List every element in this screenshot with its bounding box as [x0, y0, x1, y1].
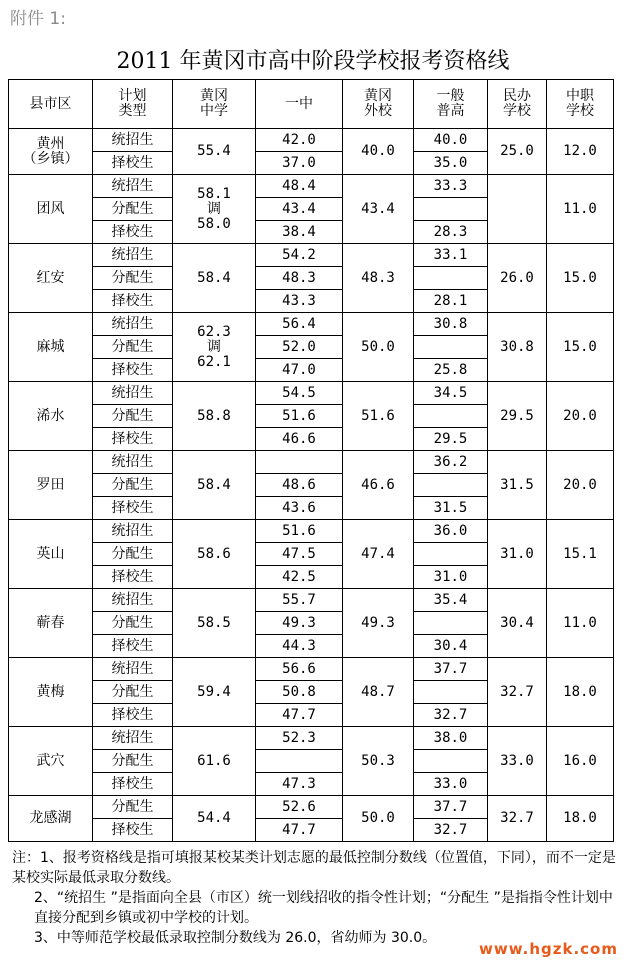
- table-row: [9, 589, 614, 612]
- private-cell: 31.5: [488, 451, 547, 520]
- plan-type-cell: 择校生: [93, 635, 173, 658]
- general-cell: [414, 267, 488, 290]
- yizhong-cell: 52.6: [256, 796, 343, 819]
- header-general: 一般 普高: [414, 80, 488, 129]
- table-row: [9, 727, 614, 750]
- general-cell: 33.0: [414, 773, 488, 796]
- general-cell: [414, 198, 488, 221]
- private-cell: 26.0: [488, 244, 547, 313]
- plan-type-cell: 统招生: [93, 727, 173, 750]
- plan-type-cell: 统招生: [93, 129, 173, 152]
- general-cell: 31.5: [414, 497, 488, 520]
- vocational-cell: 15.1: [547, 520, 614, 589]
- table-row: [9, 658, 614, 681]
- table-row: [9, 175, 614, 198]
- hg-foreign-cell: 51.6: [343, 382, 414, 451]
- admission-score-table: [8, 79, 614, 842]
- private-cell: 32.7: [488, 658, 547, 727]
- general-cell: 29.5: [414, 428, 488, 451]
- page-title: 2011 年黄冈市高中阶段学校报考资格线: [116, 49, 510, 74]
- yizhong-cell: 37.0: [256, 152, 343, 175]
- hg-foreign-cell: 47.4: [343, 520, 414, 589]
- private-cell: 30.8: [488, 313, 547, 382]
- table-row: [9, 313, 614, 336]
- plan-type-cell: 择校生: [93, 819, 173, 842]
- yizhong-cell: 52.0: [256, 336, 343, 359]
- hg-middle-cell: 59.4: [173, 658, 256, 727]
- vocational-cell: 15.0: [547, 313, 614, 382]
- plan-type-cell: 择校生: [93, 221, 173, 244]
- general-cell: 25.8: [414, 359, 488, 382]
- vocational-cell: 11.0: [547, 589, 614, 658]
- yizhong-cell: 47.3: [256, 773, 343, 796]
- general-cell: 28.3: [414, 221, 488, 244]
- hg-foreign-cell: 49.3: [343, 589, 414, 658]
- watermark: www.hgzk.com: [479, 940, 618, 958]
- county-cell: 黄梅: [9, 658, 93, 727]
- private-cell: 31.0: [488, 520, 547, 589]
- county-cell: 浠水: [9, 382, 93, 451]
- general-cell: 31.0: [414, 566, 488, 589]
- general-cell: 35.4: [414, 589, 488, 612]
- hg-middle-cell: 58.1 调 58.0: [173, 175, 256, 244]
- county-cell: 麻城: [9, 313, 93, 382]
- hg-foreign-cell: 46.6: [343, 451, 414, 520]
- general-cell: [414, 543, 488, 566]
- county-cell: 黄州 （乡镇）: [9, 129, 93, 175]
- note-3: 3、中等师范学校最低录取控制分数线为 26.0，省幼师为 30.0。: [34, 930, 437, 946]
- plan-type-cell: 分配生: [93, 681, 173, 704]
- yizhong-cell: 54.5: [256, 382, 343, 405]
- private-cell: 25.0: [488, 129, 547, 175]
- plan-type-cell: 统招生: [93, 520, 173, 543]
- general-cell: [414, 750, 488, 773]
- hg-foreign-cell: 48.7: [343, 658, 414, 727]
- plan-type-cell: 分配生: [93, 474, 173, 497]
- vocational-cell: 12.0: [547, 129, 614, 175]
- county-cell: 红安: [9, 244, 93, 313]
- yizhong-cell: 42.5: [256, 566, 343, 589]
- private-cell: [488, 175, 547, 244]
- plan-type-cell: 择校生: [93, 566, 173, 589]
- yizhong-cell: 43.3: [256, 290, 343, 313]
- table-row: [9, 520, 614, 543]
- yizhong-cell: 55.7: [256, 589, 343, 612]
- yizhong-cell: 42.0: [256, 129, 343, 152]
- plan-type-cell: 分配生: [93, 612, 173, 635]
- yizhong-cell: 47.5: [256, 543, 343, 566]
- hg-foreign-cell: 48.3: [343, 244, 414, 313]
- header-private: 民办 学校: [488, 80, 547, 129]
- county-cell: 武穴: [9, 727, 93, 796]
- header-hg-middle: 黄冈 中学: [173, 80, 256, 129]
- plan-type-cell: 分配生: [93, 267, 173, 290]
- yizhong-cell: 43.6: [256, 497, 343, 520]
- general-cell: 36.2: [414, 451, 488, 474]
- plan-type-cell: 统招生: [93, 658, 173, 681]
- general-cell: 32.7: [414, 819, 488, 842]
- yizhong-cell: 52.3: [256, 727, 343, 750]
- yizhong-cell: 43.4: [256, 198, 343, 221]
- vocational-cell: 20.0: [547, 382, 614, 451]
- general-cell: 32.7: [414, 704, 488, 727]
- yizhong-cell: 51.6: [256, 520, 343, 543]
- notes: [12, 848, 618, 948]
- yizhong-cell: [256, 451, 343, 474]
- hg-middle-cell: 61.6: [173, 727, 256, 796]
- general-cell: [414, 681, 488, 704]
- general-cell: 34.5: [414, 382, 488, 405]
- table-row: [9, 129, 614, 152]
- plan-type-cell: 统招生: [93, 313, 173, 336]
- hg-foreign-cell: 43.4: [343, 175, 414, 244]
- county-cell: 蕲春: [9, 589, 93, 658]
- plan-type-cell: 分配生: [93, 405, 173, 428]
- yizhong-cell: 46.6: [256, 428, 343, 451]
- plan-type-cell: 分配生: [93, 750, 173, 773]
- county-cell: 罗田: [9, 451, 93, 520]
- plan-type-cell: 择校生: [93, 497, 173, 520]
- plan-type-cell: 分配生: [93, 796, 173, 819]
- vocational-cell: 15.0: [547, 244, 614, 313]
- general-cell: 38.0: [414, 727, 488, 750]
- yizhong-cell: [256, 750, 343, 773]
- header-row: [9, 80, 614, 129]
- general-cell: 37.7: [414, 796, 488, 819]
- table-row: [9, 382, 614, 405]
- private-cell: 30.4: [488, 589, 547, 658]
- plan-type-cell: 统招生: [93, 382, 173, 405]
- header-county: 县市区: [9, 80, 93, 129]
- header-yizhong: 一中: [256, 80, 343, 129]
- general-cell: 35.0: [414, 152, 488, 175]
- plan-type-cell: 统招生: [93, 175, 173, 198]
- hg-middle-cell: 58.5: [173, 589, 256, 658]
- hg-middle-cell: 58.4: [173, 451, 256, 520]
- hg-middle-cell: 58.8: [173, 382, 256, 451]
- plan-type-cell: 择校生: [93, 152, 173, 175]
- county-cell: 英山: [9, 520, 93, 589]
- plan-type-cell: 择校生: [93, 773, 173, 796]
- private-cell: 33.0: [488, 727, 547, 796]
- table-row: [9, 244, 614, 267]
- plan-type-cell: 分配生: [93, 198, 173, 221]
- hg-foreign-cell: 40.0: [343, 129, 414, 175]
- general-cell: 30.4: [414, 635, 488, 658]
- note-1: 注：1、报考资格线是指可填报某校某类计划志愿的最低控制分数线（位置值，下同），而不一定是某校实际最低录取分数线。: [12, 850, 616, 886]
- header-plan-type: 计划 类型: [93, 80, 173, 129]
- plan-type-cell: 分配生: [93, 543, 173, 566]
- general-cell: 37.7: [414, 658, 488, 681]
- yizhong-cell: 56.6: [256, 658, 343, 681]
- vocational-cell: 20.0: [547, 451, 614, 520]
- plan-type-cell: 择校生: [93, 704, 173, 727]
- vocational-cell: 18.0: [547, 658, 614, 727]
- hg-foreign-cell: 50.0: [343, 796, 414, 842]
- header-hg-foreign: 黄冈 外校: [343, 80, 414, 129]
- hg-middle-cell: 58.4: [173, 244, 256, 313]
- general-cell: [414, 612, 488, 635]
- hg-middle-cell: 62.3 调 62.1: [173, 313, 256, 382]
- general-cell: [414, 336, 488, 359]
- general-cell: 33.1: [414, 244, 488, 267]
- plan-type-cell: 统招生: [93, 589, 173, 612]
- yizhong-cell: 51.6: [256, 405, 343, 428]
- yizhong-cell: 48.6: [256, 474, 343, 497]
- hg-foreign-cell: 50.0: [343, 313, 414, 382]
- yizhong-cell: 48.4: [256, 175, 343, 198]
- general-cell: 28.1: [414, 290, 488, 313]
- general-cell: 33.3: [414, 175, 488, 198]
- yizhong-cell: 47.0: [256, 359, 343, 382]
- vocational-cell: 11.0: [547, 175, 614, 244]
- yizhong-cell: 56.4: [256, 313, 343, 336]
- general-cell: 40.0: [414, 129, 488, 152]
- yizhong-cell: 50.8: [256, 681, 343, 704]
- yizhong-cell: 38.4: [256, 221, 343, 244]
- table-row: [9, 451, 614, 474]
- plan-type-cell: 统招生: [93, 244, 173, 267]
- attachment-label: 附件 1:: [10, 9, 66, 29]
- yizhong-cell: 47.7: [256, 819, 343, 842]
- note-2: 2、“统招生 ”是指面向全县（市区）统一划线招收的指令性计划；“分配生 ”是指指令性计划中直接分配到乡镇或初中学校的计划。: [34, 890, 613, 926]
- table-row: [9, 796, 614, 819]
- yizhong-cell: 47.7: [256, 704, 343, 727]
- plan-type-cell: 分配生: [93, 336, 173, 359]
- hg-middle-cell: 54.4: [173, 796, 256, 842]
- hg-middle-cell: 55.4: [173, 129, 256, 175]
- header-vocational: 中职 学校: [547, 80, 614, 129]
- plan-type-cell: 统招生: [93, 451, 173, 474]
- hg-foreign-cell: 50.3: [343, 727, 414, 796]
- plan-type-cell: 择校生: [93, 290, 173, 313]
- plan-type-cell: 择校生: [93, 359, 173, 382]
- private-cell: 32.7: [488, 796, 547, 842]
- vocational-cell: 16.0: [547, 727, 614, 796]
- county-cell: 团风: [9, 175, 93, 244]
- plan-type-cell: 择校生: [93, 428, 173, 451]
- general-cell: [414, 474, 488, 497]
- private-cell: 29.5: [488, 382, 547, 451]
- yizhong-cell: 49.3: [256, 612, 343, 635]
- yizhong-cell: 54.2: [256, 244, 343, 267]
- hg-middle-cell: 58.6: [173, 520, 256, 589]
- county-cell: 龙感湖: [9, 796, 93, 842]
- vocational-cell: 18.0: [547, 796, 614, 842]
- yizhong-cell: 44.3: [256, 635, 343, 658]
- general-cell: [414, 405, 488, 428]
- general-cell: 30.8: [414, 313, 488, 336]
- yizhong-cell: 48.3: [256, 267, 343, 290]
- general-cell: 36.0: [414, 520, 488, 543]
